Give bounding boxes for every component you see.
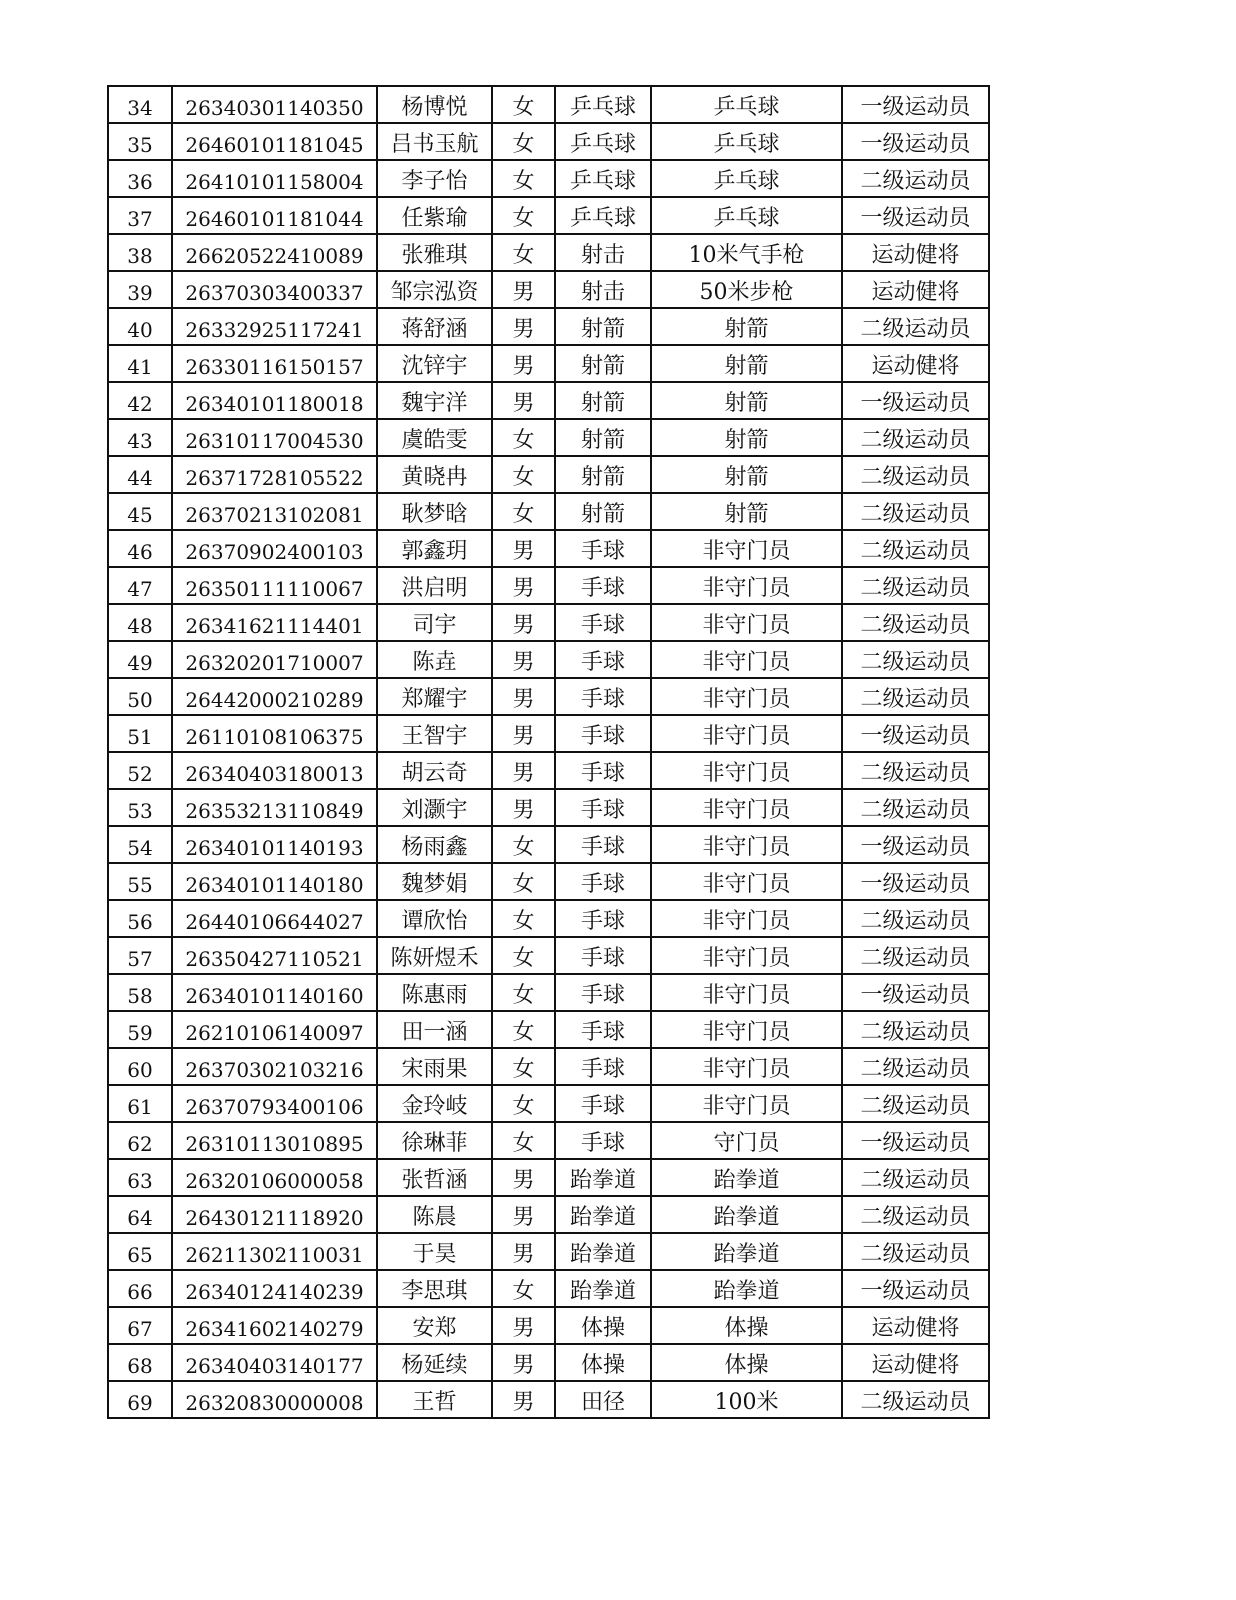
athlete-level-cell: 二级运动员 <box>842 752 989 789</box>
table-row <box>108 1011 989 1048</box>
athlete-level-cell: 一级运动员 <box>842 826 989 863</box>
gender-cell: 男 <box>492 1307 555 1344</box>
row-number-cell: 67 <box>108 1307 172 1344</box>
athlete-name-cell: 陈垚 <box>377 641 492 678</box>
row-number-cell: 55 <box>108 863 172 900</box>
gender-cell: 女 <box>492 419 555 456</box>
gender-cell: 女 <box>492 826 555 863</box>
athlete-level-cell: 一级运动员 <box>842 715 989 752</box>
athlete-name-cell: 金玲岐 <box>377 1085 492 1122</box>
exam-id-cell: 26340403140177 <box>172 1344 377 1381</box>
event-cell: 跆拳道 <box>651 1159 842 1196</box>
row-number-cell: 51 <box>108 715 172 752</box>
table-row <box>108 1344 989 1381</box>
event-cell: 非守门员 <box>651 900 842 937</box>
event-cell: 非守门员 <box>651 826 842 863</box>
athlete-name-cell: 黄晓冉 <box>377 456 492 493</box>
table-row <box>108 1307 989 1344</box>
athlete-name-cell: 沈锌宇 <box>377 345 492 382</box>
athlete-level-cell: 二级运动员 <box>842 789 989 826</box>
gender-cell: 女 <box>492 234 555 271</box>
event-cell: 非守门员 <box>651 863 842 900</box>
table-row <box>108 1196 989 1233</box>
exam-id-cell: 26350111110067 <box>172 567 377 604</box>
exam-id-cell: 26340101140160 <box>172 974 377 1011</box>
athlete-level-cell: 二级运动员 <box>842 456 989 493</box>
athlete-name-cell: 陈晨 <box>377 1196 492 1233</box>
gender-cell: 女 <box>492 900 555 937</box>
athlete-level-cell: 二级运动员 <box>842 160 989 197</box>
row-number-cell: 62 <box>108 1122 172 1159</box>
athlete-level-cell: 二级运动员 <box>842 937 989 974</box>
exam-id-cell: 26410101158004 <box>172 160 377 197</box>
table-row <box>108 456 989 493</box>
gender-cell: 男 <box>492 1159 555 1196</box>
sport-cell: 射箭 <box>555 345 651 382</box>
athlete-level-cell: 二级运动员 <box>842 604 989 641</box>
exam-id-cell: 26370793400106 <box>172 1085 377 1122</box>
athlete-level-cell: 二级运动员 <box>842 1159 989 1196</box>
table-row <box>108 493 989 530</box>
row-number-cell: 45 <box>108 493 172 530</box>
row-number-cell: 54 <box>108 826 172 863</box>
event-cell: 跆拳道 <box>651 1196 842 1233</box>
row-number-cell: 58 <box>108 974 172 1011</box>
gender-cell: 女 <box>492 1122 555 1159</box>
table-row <box>108 974 989 1011</box>
exam-id-cell: 26341602140279 <box>172 1307 377 1344</box>
gender-cell: 男 <box>492 678 555 715</box>
sport-cell: 手球 <box>555 900 651 937</box>
exam-id-cell: 26340101180018 <box>172 382 377 419</box>
table-row <box>108 271 989 308</box>
sport-cell: 乒乓球 <box>555 197 651 234</box>
event-cell: 100米 <box>651 1381 842 1418</box>
sport-cell: 手球 <box>555 1011 651 1048</box>
athlete-name-cell: 陈惠雨 <box>377 974 492 1011</box>
athlete-level-cell: 一级运动员 <box>842 197 989 234</box>
exam-id-cell: 26460101181044 <box>172 197 377 234</box>
row-number-cell: 53 <box>108 789 172 826</box>
exam-id-cell: 26332925117241 <box>172 308 377 345</box>
athlete-level-cell: 运动健将 <box>842 234 989 271</box>
event-cell: 非守门员 <box>651 974 842 1011</box>
event-cell: 射箭 <box>651 493 842 530</box>
event-cell: 非守门员 <box>651 641 842 678</box>
athlete-table <box>107 85 990 1419</box>
event-cell: 乒乓球 <box>651 197 842 234</box>
sport-cell: 手球 <box>555 678 651 715</box>
gender-cell: 男 <box>492 789 555 826</box>
sport-cell: 手球 <box>555 752 651 789</box>
exam-id-cell: 26350427110521 <box>172 937 377 974</box>
gender-cell: 女 <box>492 1011 555 1048</box>
athlete-name-cell: 郭鑫玥 <box>377 530 492 567</box>
event-cell: 非守门员 <box>651 715 842 752</box>
row-number-cell: 44 <box>108 456 172 493</box>
athlete-name-cell: 司宇 <box>377 604 492 641</box>
athlete-name-cell: 张雅琪 <box>377 234 492 271</box>
athlete-level-cell: 一级运动员 <box>842 86 989 123</box>
athlete-level-cell: 二级运动员 <box>842 1233 989 1270</box>
table-row <box>108 86 989 123</box>
sport-cell: 手球 <box>555 604 651 641</box>
table-row <box>108 382 989 419</box>
row-number-cell: 42 <box>108 382 172 419</box>
event-cell: 非守门员 <box>651 1011 842 1048</box>
event-cell: 跆拳道 <box>651 1270 842 1307</box>
sport-cell: 射箭 <box>555 419 651 456</box>
exam-id-cell: 26341621114401 <box>172 604 377 641</box>
athlete-level-cell: 一级运动员 <box>842 863 989 900</box>
gender-cell: 男 <box>492 752 555 789</box>
row-number-cell: 57 <box>108 937 172 974</box>
event-cell: 射箭 <box>651 382 842 419</box>
event-cell: 乒乓球 <box>651 123 842 160</box>
row-number-cell: 40 <box>108 308 172 345</box>
athlete-name-cell: 魏宇洋 <box>377 382 492 419</box>
row-number-cell: 63 <box>108 1159 172 1196</box>
table-row <box>108 308 989 345</box>
exam-id-cell: 26310117004530 <box>172 419 377 456</box>
sport-cell: 体操 <box>555 1344 651 1381</box>
event-cell: 非守门员 <box>651 567 842 604</box>
athlete-level-cell: 二级运动员 <box>842 900 989 937</box>
athlete-name-cell: 郑耀宇 <box>377 678 492 715</box>
athlete-name-cell: 吕书玉航 <box>377 123 492 160</box>
gender-cell: 女 <box>492 937 555 974</box>
gender-cell: 女 <box>492 123 555 160</box>
row-number-cell: 60 <box>108 1048 172 1085</box>
row-number-cell: 48 <box>108 604 172 641</box>
event-cell: 射箭 <box>651 419 842 456</box>
table-row <box>108 604 989 641</box>
sport-cell: 手球 <box>555 863 651 900</box>
athlete-level-cell: 二级运动员 <box>842 493 989 530</box>
athlete-name-cell: 杨雨鑫 <box>377 826 492 863</box>
athlete-level-cell: 二级运动员 <box>842 419 989 456</box>
table-row <box>108 1270 989 1307</box>
sport-cell: 手球 <box>555 1048 651 1085</box>
athlete-name-cell: 耿梦晗 <box>377 493 492 530</box>
row-number-cell: 38 <box>108 234 172 271</box>
exam-id-cell: 26370213102081 <box>172 493 377 530</box>
gender-cell: 男 <box>492 382 555 419</box>
gender-cell: 女 <box>492 974 555 1011</box>
table-row <box>108 1381 989 1418</box>
event-cell: 射箭 <box>651 308 842 345</box>
event-cell: 乒乓球 <box>651 86 842 123</box>
exam-id-cell: 26320830000008 <box>172 1381 377 1418</box>
athlete-name-cell: 杨延续 <box>377 1344 492 1381</box>
gender-cell: 男 <box>492 715 555 752</box>
exam-id-cell: 26340403180013 <box>172 752 377 789</box>
row-number-cell: 34 <box>108 86 172 123</box>
sport-cell: 手球 <box>555 567 651 604</box>
sport-cell: 跆拳道 <box>555 1270 651 1307</box>
athlete-name-cell: 王哲 <box>377 1381 492 1418</box>
table-row <box>108 234 989 271</box>
gender-cell: 男 <box>492 604 555 641</box>
table-row <box>108 641 989 678</box>
gender-cell: 男 <box>492 271 555 308</box>
exam-id-cell: 26320201710007 <box>172 641 377 678</box>
sport-cell: 手球 <box>555 789 651 826</box>
sport-cell: 射箭 <box>555 493 651 530</box>
athlete-name-cell: 徐琳菲 <box>377 1122 492 1159</box>
exam-id-cell: 26210106140097 <box>172 1011 377 1048</box>
exam-id-cell: 26353213110849 <box>172 789 377 826</box>
row-number-cell: 46 <box>108 530 172 567</box>
athlete-name-cell: 安郑 <box>377 1307 492 1344</box>
athlete-level-cell: 二级运动员 <box>842 1085 989 1122</box>
event-cell: 体操 <box>651 1307 842 1344</box>
exam-id-cell: 26330116150157 <box>172 345 377 382</box>
athlete-name-cell: 王智宇 <box>377 715 492 752</box>
athlete-name-cell: 杨博悦 <box>377 86 492 123</box>
sport-cell: 跆拳道 <box>555 1196 651 1233</box>
athlete-level-cell: 二级运动员 <box>842 1048 989 1085</box>
sport-cell: 手球 <box>555 1122 651 1159</box>
row-number-cell: 43 <box>108 419 172 456</box>
athlete-level-cell: 一级运动员 <box>842 1122 989 1159</box>
event-cell: 非守门员 <box>651 604 842 641</box>
row-number-cell: 50 <box>108 678 172 715</box>
gender-cell: 女 <box>492 197 555 234</box>
event-cell: 50米步枪 <box>651 271 842 308</box>
row-number-cell: 66 <box>108 1270 172 1307</box>
table-row <box>108 1048 989 1085</box>
exam-id-cell: 26430121118920 <box>172 1196 377 1233</box>
athlete-name-cell: 邹宗泓资 <box>377 271 492 308</box>
athlete-name-cell: 虞皓雯 <box>377 419 492 456</box>
gender-cell: 女 <box>492 493 555 530</box>
table-row <box>108 1233 989 1270</box>
sport-cell: 体操 <box>555 1307 651 1344</box>
sport-cell: 田径 <box>555 1381 651 1418</box>
gender-cell: 女 <box>492 1048 555 1085</box>
event-cell: 非守门员 <box>651 937 842 974</box>
sport-cell: 射箭 <box>555 382 651 419</box>
athlete-name-cell: 田一涵 <box>377 1011 492 1048</box>
table-row <box>108 567 989 604</box>
gender-cell: 男 <box>492 530 555 567</box>
event-cell: 非守门员 <box>651 789 842 826</box>
athlete-level-cell: 二级运动员 <box>842 1196 989 1233</box>
table-row <box>108 1122 989 1159</box>
table-row <box>108 789 989 826</box>
gender-cell: 男 <box>492 1233 555 1270</box>
row-number-cell: 56 <box>108 900 172 937</box>
sport-cell: 跆拳道 <box>555 1233 651 1270</box>
athlete-level-cell: 二级运动员 <box>842 308 989 345</box>
exam-id-cell: 26110108106375 <box>172 715 377 752</box>
event-cell: 守门员 <box>651 1122 842 1159</box>
athlete-name-cell: 宋雨果 <box>377 1048 492 1085</box>
exam-id-cell: 26620522410089 <box>172 234 377 271</box>
event-cell: 非守门员 <box>651 752 842 789</box>
gender-cell: 女 <box>492 1085 555 1122</box>
event-cell: 非守门员 <box>651 678 842 715</box>
row-number-cell: 36 <box>108 160 172 197</box>
gender-cell: 男 <box>492 1344 555 1381</box>
table-body <box>108 86 989 1418</box>
gender-cell: 女 <box>492 863 555 900</box>
athlete-level-cell: 运动健将 <box>842 1307 989 1344</box>
table-row <box>108 123 989 160</box>
exam-id-cell: 26340301140350 <box>172 86 377 123</box>
table-row <box>108 197 989 234</box>
athlete-name-cell: 李子怡 <box>377 160 492 197</box>
row-number-cell: 69 <box>108 1381 172 1418</box>
athlete-name-cell: 陈妍煜禾 <box>377 937 492 974</box>
row-number-cell: 68 <box>108 1344 172 1381</box>
exam-id-cell: 26370302103216 <box>172 1048 377 1085</box>
athlete-level-cell: 运动健将 <box>842 1344 989 1381</box>
exam-id-cell: 26440106644027 <box>172 900 377 937</box>
event-cell: 乒乓球 <box>651 160 842 197</box>
event-cell: 非守门员 <box>651 1048 842 1085</box>
exam-id-cell: 26340101140180 <box>172 863 377 900</box>
table-row <box>108 900 989 937</box>
table-row <box>108 826 989 863</box>
athlete-level-cell: 二级运动员 <box>842 530 989 567</box>
gender-cell: 男 <box>492 308 555 345</box>
gender-cell: 男 <box>492 345 555 382</box>
athlete-level-cell: 运动健将 <box>842 271 989 308</box>
athlete-level-cell: 一级运动员 <box>842 1270 989 1307</box>
sport-cell: 手球 <box>555 1085 651 1122</box>
table-row <box>108 715 989 752</box>
gender-cell: 女 <box>492 86 555 123</box>
row-number-cell: 64 <box>108 1196 172 1233</box>
sport-cell: 射击 <box>555 271 651 308</box>
sport-cell: 手球 <box>555 826 651 863</box>
event-cell: 射箭 <box>651 345 842 382</box>
exam-id-cell: 26320106000058 <box>172 1159 377 1196</box>
gender-cell: 男 <box>492 1381 555 1418</box>
row-number-cell: 61 <box>108 1085 172 1122</box>
table-row <box>108 345 989 382</box>
event-cell: 10米气手枪 <box>651 234 842 271</box>
athlete-name-cell: 魏梦娟 <box>377 863 492 900</box>
athlete-name-cell: 刘灏宇 <box>377 789 492 826</box>
athlete-name-cell: 于昊 <box>377 1233 492 1270</box>
gender-cell: 女 <box>492 160 555 197</box>
gender-cell: 男 <box>492 641 555 678</box>
exam-id-cell: 26340124140239 <box>172 1270 377 1307</box>
athlete-name-cell: 张哲涵 <box>377 1159 492 1196</box>
sport-cell: 手球 <box>555 974 651 1011</box>
athlete-level-cell: 二级运动员 <box>842 1011 989 1048</box>
event-cell: 跆拳道 <box>651 1233 842 1270</box>
gender-cell: 男 <box>492 1196 555 1233</box>
sport-cell: 手球 <box>555 937 651 974</box>
sport-cell: 跆拳道 <box>555 1159 651 1196</box>
table-row <box>108 863 989 900</box>
row-number-cell: 47 <box>108 567 172 604</box>
athlete-level-cell: 二级运动员 <box>842 567 989 604</box>
table-row <box>108 1159 989 1196</box>
row-number-cell: 59 <box>108 1011 172 1048</box>
event-cell: 射箭 <box>651 456 842 493</box>
row-number-cell: 49 <box>108 641 172 678</box>
athlete-name-cell: 任紫瑜 <box>377 197 492 234</box>
row-number-cell: 52 <box>108 752 172 789</box>
athlete-level-cell: 二级运动员 <box>842 678 989 715</box>
event-cell: 非守门员 <box>651 530 842 567</box>
athlete-name-cell: 李思琪 <box>377 1270 492 1307</box>
row-number-cell: 39 <box>108 271 172 308</box>
table-row <box>108 678 989 715</box>
row-number-cell: 35 <box>108 123 172 160</box>
athlete-level-cell: 二级运动员 <box>842 1381 989 1418</box>
row-number-cell: 65 <box>108 1233 172 1270</box>
exam-id-cell: 26310113010895 <box>172 1122 377 1159</box>
sport-cell: 乒乓球 <box>555 86 651 123</box>
sport-cell: 手球 <box>555 641 651 678</box>
table-row <box>108 752 989 789</box>
exam-id-cell: 26442000210289 <box>172 678 377 715</box>
athlete-name-cell: 洪启明 <box>377 567 492 604</box>
sport-cell: 乒乓球 <box>555 160 651 197</box>
exam-id-cell: 26371728105522 <box>172 456 377 493</box>
athlete-name-cell: 蒋舒涵 <box>377 308 492 345</box>
gender-cell: 女 <box>492 456 555 493</box>
athlete-level-cell: 一级运动员 <box>842 123 989 160</box>
event-cell: 体操 <box>651 1344 842 1381</box>
sport-cell: 手球 <box>555 715 651 752</box>
exam-id-cell: 26370902400103 <box>172 530 377 567</box>
table-row <box>108 1085 989 1122</box>
exam-id-cell: 26460101181045 <box>172 123 377 160</box>
gender-cell: 男 <box>492 567 555 604</box>
sport-cell: 乒乓球 <box>555 123 651 160</box>
exam-id-cell: 26340101140193 <box>172 826 377 863</box>
athlete-name-cell: 谭欣怡 <box>377 900 492 937</box>
gender-cell: 女 <box>492 1270 555 1307</box>
sport-cell: 射击 <box>555 234 651 271</box>
table-row <box>108 530 989 567</box>
sport-cell: 射箭 <box>555 456 651 493</box>
athlete-name-cell: 胡云奇 <box>377 752 492 789</box>
sport-cell: 射箭 <box>555 308 651 345</box>
event-cell: 非守门员 <box>651 1085 842 1122</box>
row-number-cell: 37 <box>108 197 172 234</box>
athlete-level-cell: 一级运动员 <box>842 974 989 1011</box>
athlete-level-cell: 二级运动员 <box>842 641 989 678</box>
athlete-level-cell: 运动健将 <box>842 345 989 382</box>
exam-id-cell: 26211302110031 <box>172 1233 377 1270</box>
table-row <box>108 937 989 974</box>
athlete-level-cell: 一级运动员 <box>842 382 989 419</box>
sport-cell: 手球 <box>555 530 651 567</box>
row-number-cell: 41 <box>108 345 172 382</box>
table-row <box>108 160 989 197</box>
table-row <box>108 419 989 456</box>
exam-id-cell: 26370303400337 <box>172 271 377 308</box>
